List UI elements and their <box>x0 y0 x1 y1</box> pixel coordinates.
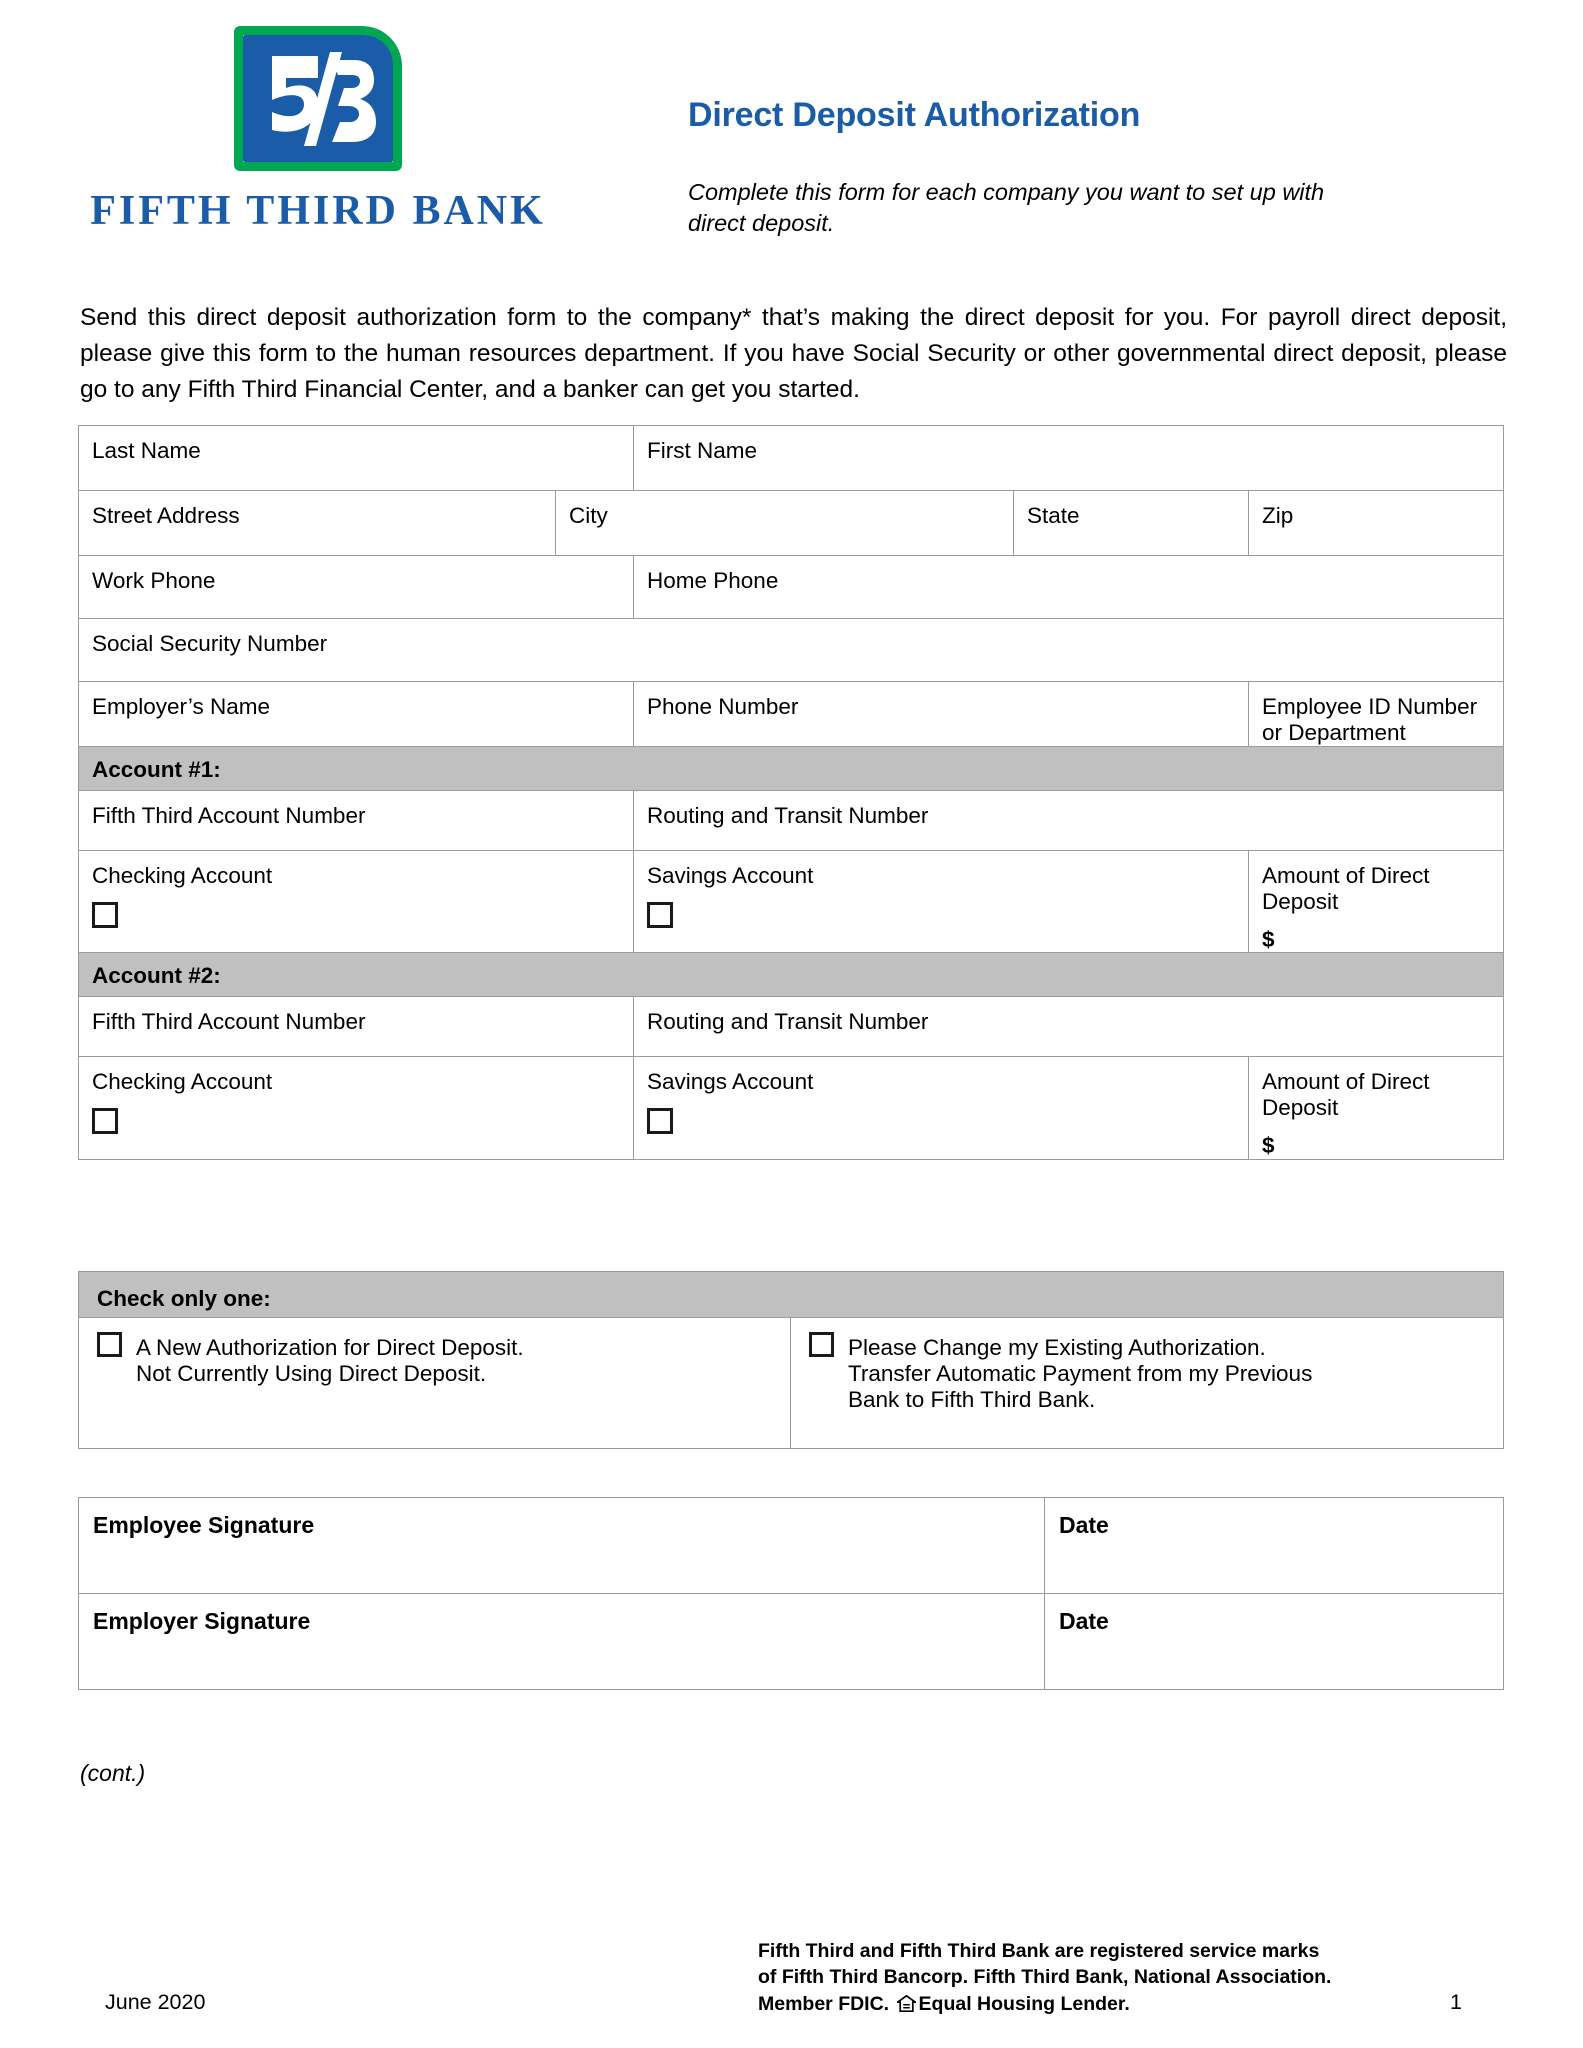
field-label: Amount of Direct Deposit <box>1262 862 1430 914</box>
header-text-block <box>688 96 1388 239</box>
currency-symbol: $ <box>1262 1133 1275 1159</box>
account2-routing-number[interactable] <box>634 997 1504 1057</box>
field-employee-id[interactable] <box>1249 682 1504 747</box>
page-title: Direct Deposit Authorization <box>688 96 1141 134</box>
footer-date: June 2020 <box>105 1990 206 2014</box>
checkbox-account1-savings[interactable] <box>647 902 673 928</box>
field-label: City <box>569 503 608 528</box>
field-city[interactable] <box>556 491 1014 556</box>
field-label: Routing and Transit Number <box>647 802 929 828</box>
field-label: Employer Signature <box>93 1608 311 1634</box>
field-social-security-number[interactable] <box>79 619 1504 682</box>
table-row <box>79 1057 1504 1160</box>
field-label: Social Security Number <box>92 631 328 656</box>
intro-paragraph: Send this direct deposit authorization form to the company* that’s making the direct deposit for you. For payroll direct deposit, please give this form to the human resources department. If you have Social Security or other governmental direct deposit, please go to any Fifth Third Financial Center, and a banker can get you started. <box>80 304 1507 403</box>
checkbox-account1-checking[interactable] <box>92 902 118 928</box>
legal-line-1: Fifth Third and Fifth Third Bank are registered service marks <box>758 1940 1320 1962</box>
choice-label-line2: Not Currently Using Direct Deposit. <box>136 1360 487 1386</box>
equal-housing-lender-text: Equal Housing Lender. <box>918 1992 1130 2015</box>
legal-line-2: of Fifth Third Bancorp. Fifth Third Bank, National Association. <box>758 1966 1332 1989</box>
choice-section-header <box>79 1272 1504 1318</box>
field-label: Last Name <box>92 438 201 463</box>
checkbox-account2-savings[interactable] <box>647 1108 673 1134</box>
field-street-address[interactable] <box>79 491 556 556</box>
field-label: Home Phone <box>647 568 779 593</box>
field-label: Checking Account <box>92 1069 273 1095</box>
page-subtitle: Complete this form for each company you want to set up with direct deposit. <box>688 179 1325 237</box>
field-label: State <box>1027 503 1080 528</box>
field-label: Savings Account <box>647 862 814 888</box>
table-row <box>79 746 1504 790</box>
field-label: Date <box>1059 1608 1109 1634</box>
account2-checking[interactable] <box>79 1057 634 1160</box>
table-row <box>79 619 1504 682</box>
field-zip[interactable] <box>1249 491 1504 556</box>
table-row <box>79 850 1504 953</box>
field-label: Routing and Transit Number <box>647 1009 929 1035</box>
field-employer-signature[interactable] <box>79 1594 1045 1690</box>
field-employee-signature[interactable] <box>79 1498 1045 1594</box>
account1-routing-number[interactable] <box>634 790 1504 850</box>
fifth-third-logo-icon <box>234 26 402 171</box>
brand-block <box>78 26 558 235</box>
checkbox-account2-checking[interactable] <box>92 1108 118 1134</box>
field-employer-name[interactable] <box>79 682 634 747</box>
signature-table <box>78 1497 1504 1690</box>
account1-account-number[interactable] <box>79 790 634 850</box>
field-home-phone[interactable] <box>634 556 1504 619</box>
field-label: First Name <box>647 438 758 463</box>
checkbox-change-authorization[interactable] <box>809 1332 834 1357</box>
table-row <box>79 426 1504 491</box>
applicant-info-table <box>78 425 1504 1160</box>
field-employer-date[interactable] <box>1045 1594 1504 1690</box>
table-row <box>79 556 1504 619</box>
field-label: Work Phone <box>92 568 216 593</box>
table-row <box>79 1318 1504 1449</box>
field-label: Employee Signature <box>93 1512 315 1538</box>
choice-option-new-authorization[interactable] <box>79 1318 791 1449</box>
table-row <box>79 491 1504 556</box>
table-row <box>79 1272 1504 1318</box>
authorization-choice-table <box>78 1271 1504 1449</box>
account1-amount[interactable] <box>1249 850 1504 953</box>
document-header <box>0 0 1583 262</box>
table-row <box>79 997 1504 1057</box>
account1-section-header <box>79 746 1504 790</box>
field-label: Amount of Direct Deposit <box>1262 1069 1430 1121</box>
continued-note: (cont.) <box>80 1760 146 1786</box>
account2-account-number[interactable] <box>79 997 634 1057</box>
table-row <box>79 1594 1504 1690</box>
checkbox-new-authorization[interactable] <box>97 1332 122 1357</box>
section-title: Check only one: <box>97 1286 271 1311</box>
field-label: Employee ID Number or Department <box>1262 694 1478 745</box>
field-label: Checking Account <box>92 862 273 888</box>
choice-label-line1: A New Authorization for Direct Deposit. <box>136 1335 524 1360</box>
account1-savings[interactable] <box>634 850 1249 953</box>
brand-name: FIFTH THIRD BANK <box>90 188 546 234</box>
field-label: Phone Number <box>647 694 799 719</box>
field-label: Savings Account <box>647 1069 814 1095</box>
table-row <box>79 1498 1504 1594</box>
field-label: Street Address <box>92 503 240 528</box>
table-row <box>79 953 1504 997</box>
footer-legal-text <box>758 1938 1398 2017</box>
field-label: Employer’s Name <box>92 694 270 719</box>
table-row <box>79 682 1504 747</box>
field-label: Zip <box>1262 503 1294 528</box>
member-fdic-text: Member FDIC. <box>758 1992 890 2015</box>
choice-label-line1: Please Change my Existing Authorization. <box>848 1335 1266 1360</box>
footer-page-number: 1 <box>1450 1990 1462 2014</box>
currency-symbol: $ <box>1262 926 1275 952</box>
field-label: Fifth Third Account Number <box>92 1009 366 1035</box>
field-work-phone[interactable] <box>79 556 634 619</box>
choice-label-line3: Bank to Fifth Third Bank. <box>848 1386 1096 1412</box>
field-label: Date <box>1059 1512 1109 1538</box>
field-employer-phone[interactable] <box>634 682 1249 747</box>
equal-housing-lender-icon <box>897 1993 916 2010</box>
section-title: Account #2: <box>92 963 221 989</box>
field-employee-date[interactable] <box>1045 1498 1504 1594</box>
table-row <box>79 790 1504 850</box>
field-state[interactable] <box>1014 491 1249 556</box>
account2-amount[interactable] <box>1249 1057 1504 1160</box>
account2-section-header <box>79 953 1504 997</box>
choice-option-change-authorization[interactable] <box>791 1318 1504 1449</box>
field-label: Fifth Third Account Number <box>92 802 366 828</box>
section-title: Account #1: <box>92 756 221 782</box>
field-last-name[interactable] <box>79 426 634 491</box>
choice-label-line2: Transfer Automatic Payment from my Previous <box>848 1360 1313 1386</box>
legal-line-3 <box>758 1991 1398 2017</box>
account1-checking[interactable] <box>79 850 634 953</box>
field-first-name[interactable] <box>634 426 1504 491</box>
account2-savings[interactable] <box>634 1057 1249 1160</box>
